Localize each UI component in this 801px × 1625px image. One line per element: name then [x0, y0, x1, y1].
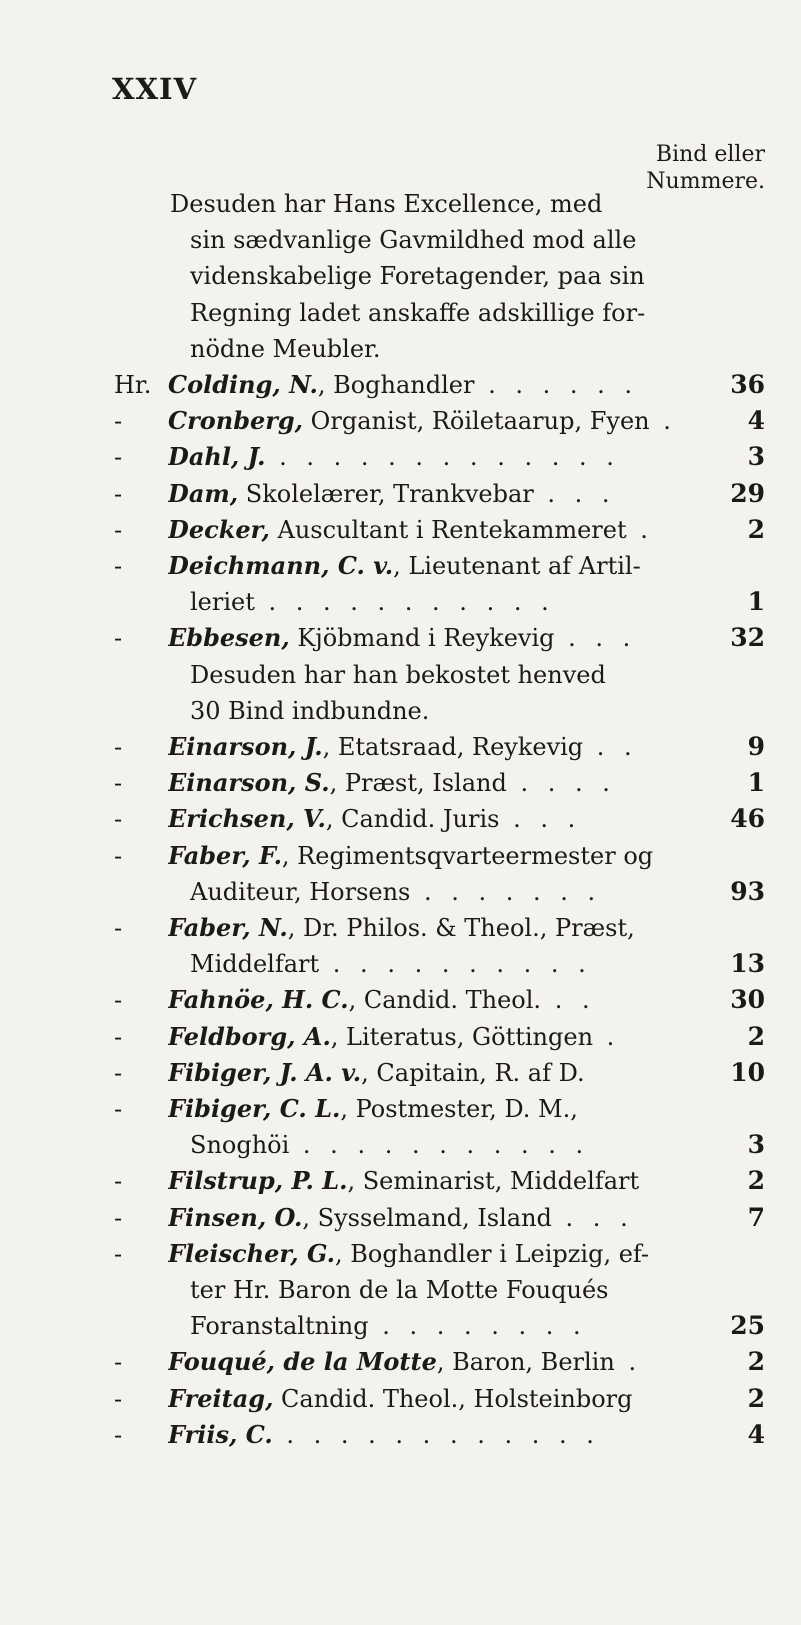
continuation-text: 30 Bind indbundne.	[190, 696, 430, 725]
leader-dots: .	[593, 1022, 621, 1051]
entry-description: , Etatsraad, Reykevig	[322, 733, 584, 761]
entry-name: Einarson, S.	[168, 768, 330, 798]
list-entry	[0, 404, 801, 438]
entry-prefix: -	[114, 733, 123, 761]
column-header-line-1: Bind eller	[655, 142, 765, 167]
entry-name: Friis, C.	[168, 1419, 273, 1449]
entry-name: Fleischer, G.	[168, 1238, 335, 1268]
entry-name: Cronberg,	[168, 406, 304, 436]
entry-text	[168, 1020, 765, 1054]
volume-count: 29	[730, 478, 765, 508]
entry-description: , Sysselmand, Island	[302, 1203, 552, 1232]
entry-text	[168, 621, 765, 655]
list-entry	[0, 839, 801, 873]
volume-count: 1	[747, 587, 765, 617]
entry-text	[168, 513, 765, 547]
entry-text	[168, 440, 765, 474]
entry-prefix: -	[114, 407, 123, 436]
entry-continuation-text	[190, 875, 765, 909]
entry-prefix: Hr.	[114, 371, 152, 399]
column-header-line-2: Nummere.	[646, 169, 765, 194]
entry-description: , Baron, Berlin	[436, 1348, 615, 1377]
list-entry	[0, 1164, 801, 1198]
entry-name: Dam,	[168, 478, 239, 508]
continuation-text: Desuden har Hans Excellence, med	[170, 190, 603, 218]
continuation-text: Desuden har han bekostet henved	[190, 660, 606, 689]
entry-text	[168, 911, 765, 945]
entry-prefix: -	[114, 552, 123, 580]
leader-dots: .	[626, 515, 654, 544]
entry-name: Dahl, J.	[168, 442, 266, 472]
continuation-text: nödne Meubler.	[190, 334, 381, 363]
leader-dots: . . .	[551, 1203, 634, 1232]
entry-prefix: -	[114, 769, 123, 798]
list-entry-continuation	[0, 875, 801, 909]
leader-dots: . . .	[499, 805, 582, 834]
list-entry	[0, 368, 801, 402]
entry-name: Fahnöe, H. C.	[168, 985, 349, 1015]
volume-count: 32	[730, 623, 765, 653]
list-entry	[0, 1056, 801, 1090]
continuation-text: Snoghöi	[190, 1131, 290, 1160]
entry-continuation-text	[190, 694, 765, 728]
leader-dots: . . . . . . . . . . . .	[272, 1420, 600, 1449]
entry-name: Fibiger, J. A. v.	[168, 1057, 362, 1087]
list-entry	[0, 1345, 801, 1379]
list-entry	[0, 1020, 801, 1054]
entry-description: , Præst, Island	[329, 769, 507, 798]
entry-prefix: -	[114, 1384, 123, 1413]
entry-description: Skolelærer, Trankvebar	[238, 479, 534, 508]
entry-text	[168, 549, 765, 583]
entry-prefix: -	[114, 1203, 123, 1232]
entry-text	[168, 1164, 765, 1198]
entry-name: Feldborg, A.	[168, 1021, 331, 1051]
list-entry	[0, 983, 801, 1017]
entry-description: , Boghandler i Leipzig, ef-	[335, 1239, 650, 1268]
volume-count: 36	[730, 370, 765, 399]
list-entry-continuation	[0, 1273, 801, 1307]
entry-text	[168, 477, 765, 511]
volume-count: 13	[730, 949, 765, 979]
list-entry	[0, 911, 801, 945]
entry-description: , Boghandler	[317, 371, 475, 399]
entry-name: Fouqué, de la Motte	[168, 1347, 437, 1377]
list-entry-continuation	[0, 694, 801, 728]
entry-continuation-text	[190, 1128, 765, 1162]
entry-name: Fibiger, C. L.	[168, 1094, 341, 1123]
leader-dots: .	[614, 1348, 643, 1377]
entry-continuation-text	[190, 296, 765, 330]
entry-prefix: -	[114, 1167, 123, 1196]
entry-text	[168, 1056, 765, 1090]
list-entry	[0, 1418, 801, 1452]
volume-count: 46	[730, 804, 765, 834]
leader-dots: . . . . . . . . . .	[319, 950, 592, 979]
entry-text	[168, 1201, 765, 1235]
continuation-text: Middelfart	[190, 950, 320, 979]
entry-prefix: -	[114, 624, 123, 653]
list-entry-continuation	[0, 585, 801, 619]
entry-name: Colding, N.	[168, 370, 318, 399]
volume-count: 9	[747, 732, 765, 761]
entry-continuation-text	[190, 947, 765, 981]
entry-prefix: -	[114, 1022, 123, 1051]
volume-count: 4	[747, 406, 765, 436]
entry-text	[168, 368, 765, 402]
entry-text	[168, 802, 765, 836]
list-entry	[0, 549, 801, 583]
entry-description: Kjöbmand i Reykevig	[289, 624, 555, 653]
entry-text	[168, 983, 765, 1017]
entry-description: , Capitain, R. af D.	[361, 1058, 585, 1087]
list-entry-continuation	[0, 658, 801, 692]
entry-prefix: -	[114, 805, 123, 834]
entry-prefix: -	[114, 1239, 123, 1268]
list-entry-continuation	[0, 296, 801, 330]
entry-description: Candid. Theol., Holsteinborg	[273, 1384, 633, 1413]
continuation-text: videnskabelige Foretagender, paa sin	[190, 262, 645, 291]
list-entry-continuation	[0, 1309, 801, 1343]
entry-prefix: -	[114, 1058, 123, 1087]
volume-count: 2	[747, 1166, 765, 1196]
entry-description: , Regimentsqvarteermester og	[281, 841, 654, 870]
leader-dots: . . . . . . . .	[368, 1312, 587, 1341]
entry-continuation-text	[170, 187, 765, 221]
volume-count: 3	[747, 442, 765, 472]
entry-continuation-text	[190, 1273, 765, 1307]
volume-count: 93	[730, 876, 765, 906]
entry-continuation-text	[190, 259, 765, 293]
entry-prefix: -	[114, 841, 123, 870]
entry-name: Finsen, O.	[168, 1202, 303, 1232]
entry-prefix: -	[114, 1095, 123, 1123]
entry-name: Faber, N.	[168, 913, 288, 942]
entry-text	[168, 730, 765, 764]
entry-name: Faber, F.	[168, 840, 282, 870]
continuation-text: Foranstaltning	[190, 1312, 369, 1341]
volume-count: 2	[747, 1383, 765, 1413]
list-entry-continuation	[0, 1128, 801, 1162]
entry-text	[168, 1237, 765, 1271]
leader-dots: . . .	[554, 624, 637, 653]
continuation-text: Regning ladet anskaffe adskillige for-	[190, 298, 646, 327]
entry-text	[168, 1092, 765, 1126]
entry-text	[168, 766, 765, 800]
entry-name: Ebbesen,	[168, 623, 290, 653]
entry-description: Auscultant i Rentekammeret	[269, 515, 627, 544]
leader-dots: . . . . . . . . . . .	[289, 1131, 590, 1160]
leader-dots: . . . . . . . . . . .	[254, 588, 555, 617]
entry-name: Einarson, J.	[168, 732, 323, 761]
list-entry-continuation	[0, 332, 801, 366]
volume-count: 30	[730, 985, 765, 1015]
entry-continuation-text	[190, 223, 765, 257]
list-entry-continuation	[0, 947, 801, 981]
entry-prefix: -	[114, 914, 123, 942]
continuation-text: ter Hr. Baron de la Motte Fouqués	[190, 1276, 609, 1304]
entry-prefix: -	[114, 479, 123, 508]
entry-text	[168, 839, 765, 873]
entry-description: , Seminarist, Middelfart	[347, 1167, 640, 1196]
entry-name: Freitag,	[168, 1383, 274, 1413]
list-entry	[0, 1382, 801, 1416]
leader-dots: . . .	[533, 479, 616, 508]
list-entry	[0, 477, 801, 511]
leader-dots: . . . . . .	[474, 371, 639, 399]
leader-dots: . .	[541, 986, 596, 1015]
entry-text	[168, 1418, 765, 1452]
entry-name: Erichsen, V.	[168, 804, 326, 834]
continuation-text: leriet	[190, 588, 255, 617]
list-entry	[0, 730, 801, 764]
volume-count: 2	[747, 1347, 765, 1377]
entry-name: Filstrup, P. L.	[168, 1166, 348, 1196]
entry-description: , Postmester, D. M.,	[340, 1095, 578, 1123]
leader-dots: . .	[583, 733, 638, 761]
volume-count: 10	[730, 1057, 765, 1087]
continuation-text: sin sædvanlige Gavmildhed mod alle	[190, 226, 637, 255]
leader-dots: . . . . . . . . . . . . .	[265, 443, 620, 472]
entry-name: Decker,	[168, 514, 270, 544]
volume-count: 1	[747, 768, 765, 798]
entry-description: , Literatus, Göttingen	[330, 1022, 594, 1051]
entry-prefix: -	[114, 515, 123, 544]
entry-text	[168, 1382, 765, 1416]
list-entry	[0, 621, 801, 655]
list-entry	[0, 1237, 801, 1271]
entry-description: Organist, Röiletaarup, Fyen	[303, 407, 650, 436]
list-entry	[0, 1201, 801, 1235]
list-entry	[0, 440, 801, 474]
leader-dots: . . . .	[506, 769, 616, 798]
entry-prefix: -	[114, 1348, 123, 1377]
entry-description: , Lieutenant af Artil-	[393, 552, 641, 580]
volume-count: 2	[747, 514, 765, 544]
entry-continuation-text	[190, 1309, 765, 1343]
entry-name: Deichmann, C. v.	[168, 551, 394, 580]
list-entry-continuation	[0, 187, 801, 221]
list-entry	[0, 766, 801, 800]
entry-text	[168, 1345, 765, 1379]
entry-continuation-text	[190, 585, 765, 619]
leader-dots: .	[649, 407, 677, 436]
entry-continuation-text	[190, 658, 765, 692]
continuation-text: Auditeur, Horsens	[190, 877, 411, 906]
page-number: XXIV	[112, 72, 198, 106]
list-entry	[0, 513, 801, 547]
list-entry	[0, 1092, 801, 1126]
volume-count: 2	[747, 1021, 765, 1051]
entry-prefix: -	[114, 1420, 123, 1449]
entry-description: , Candid. Theol.	[348, 986, 542, 1015]
entry-prefix: -	[114, 443, 123, 472]
volume-count: 3	[747, 1130, 765, 1160]
list-entry-continuation	[0, 259, 801, 293]
entry-text	[168, 404, 765, 438]
leader-dots: . . . . . . .	[410, 877, 602, 906]
volume-count: 25	[730, 1311, 765, 1341]
list-entry	[0, 802, 801, 836]
entry-description: , Candid. Juris	[325, 805, 500, 834]
volume-count: 4	[747, 1419, 765, 1449]
entry-prefix: -	[114, 986, 123, 1015]
entry-description: , Dr. Philos. & Theol., Præst,	[287, 914, 635, 942]
entry-continuation-text	[190, 332, 765, 366]
volume-count: 7	[747, 1202, 765, 1232]
list-entry-continuation	[0, 223, 801, 257]
